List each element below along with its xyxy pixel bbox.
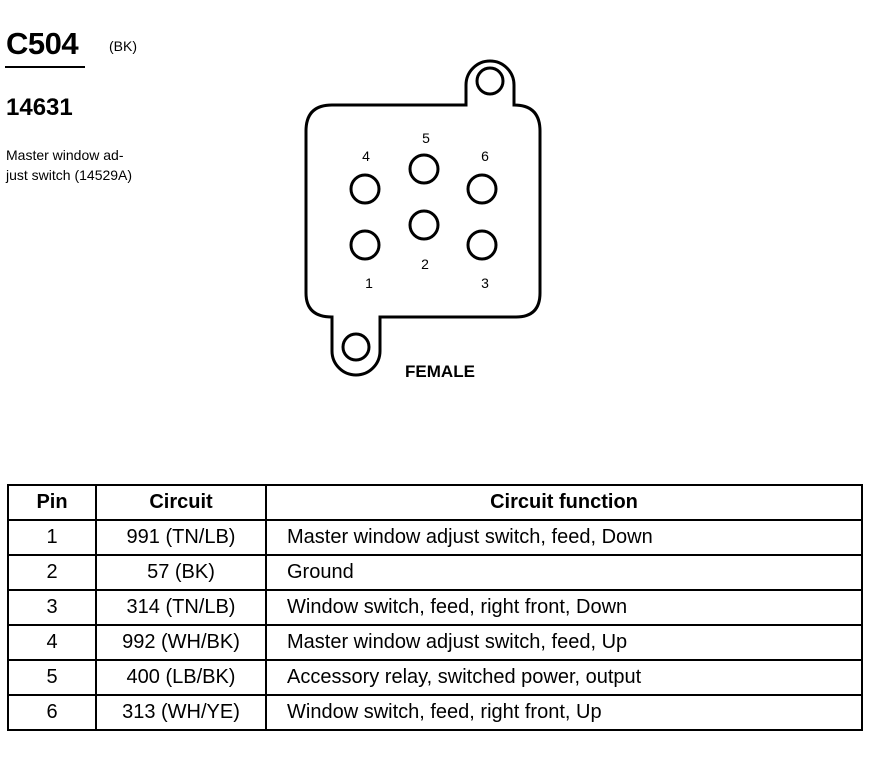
connector-color: (BK): [109, 38, 137, 54]
cell-circuit: 314 (TN/LB): [96, 590, 266, 625]
cell-circuit-function: Window switch, feed, right front, Down: [266, 590, 862, 625]
table-row: [8, 660, 862, 695]
table-row: [8, 520, 862, 555]
table-row: [8, 555, 862, 590]
table-row: [8, 695, 862, 730]
description-line-1: Master window ad-: [6, 147, 124, 163]
connector-description: [6, 145, 176, 185]
pin-cavity-2: [410, 211, 438, 239]
header-circuit: Circuit: [96, 485, 266, 520]
mounting-hole-top: [477, 68, 503, 94]
cell-circuit: 400 (LB/BK): [96, 660, 266, 695]
cell-pin: 3: [8, 590, 96, 625]
connector-id-underline: [5, 66, 85, 68]
cell-circuit-function: Master window adjust switch, feed, Up: [266, 625, 862, 660]
cell-circuit: 313 (WH/YE): [96, 695, 266, 730]
pin-label-5: 5: [422, 130, 430, 146]
header-circuit-function: Circuit function: [266, 485, 862, 520]
part-number: 14631: [6, 94, 73, 121]
connector-face-diagram: [290, 55, 560, 385]
cell-pin: 4: [8, 625, 96, 660]
cell-circuit-function: Master window adjust switch, feed, Down: [266, 520, 862, 555]
pin-circuit-table: [7, 484, 863, 731]
pin-label-3: 3: [481, 275, 489, 291]
pin-label-6: 6: [481, 148, 489, 164]
connector-id: C504: [6, 26, 79, 61]
pin-cavity-6: [468, 175, 496, 203]
table-row: [8, 590, 862, 625]
cell-pin: 6: [8, 695, 96, 730]
cell-circuit-function: Ground: [266, 555, 862, 590]
cell-pin: 1: [8, 520, 96, 555]
description-line-2: just switch (14529A): [6, 167, 133, 183]
cell-pin: 5: [8, 660, 96, 695]
cell-pin: 2: [8, 555, 96, 590]
pin-label-1: 1: [365, 275, 373, 291]
pin-cavity-4: [351, 175, 379, 203]
pin-label-4: 4: [362, 148, 370, 164]
cell-circuit-function: Window switch, feed, right front, Up: [266, 695, 862, 730]
cell-circuit: 57 (BK): [96, 555, 266, 590]
pin-cavity-5: [410, 155, 438, 183]
gender-label: FEMALE: [405, 362, 475, 381]
connector-housing: [306, 61, 540, 375]
cell-circuit: 991 (TN/LB): [96, 520, 266, 555]
pin-cavity-3: [468, 231, 496, 259]
table-row: [8, 625, 862, 660]
pin-label-2: 2: [421, 256, 429, 272]
cell-circuit: 992 (WH/BK): [96, 625, 266, 660]
header-pin: Pin: [8, 485, 96, 520]
table-header-row: [8, 485, 862, 520]
mounting-hole-bottom: [343, 334, 369, 360]
pin-cavity-1: [351, 231, 379, 259]
cell-circuit-function: Accessory relay, switched power, output: [266, 660, 862, 695]
